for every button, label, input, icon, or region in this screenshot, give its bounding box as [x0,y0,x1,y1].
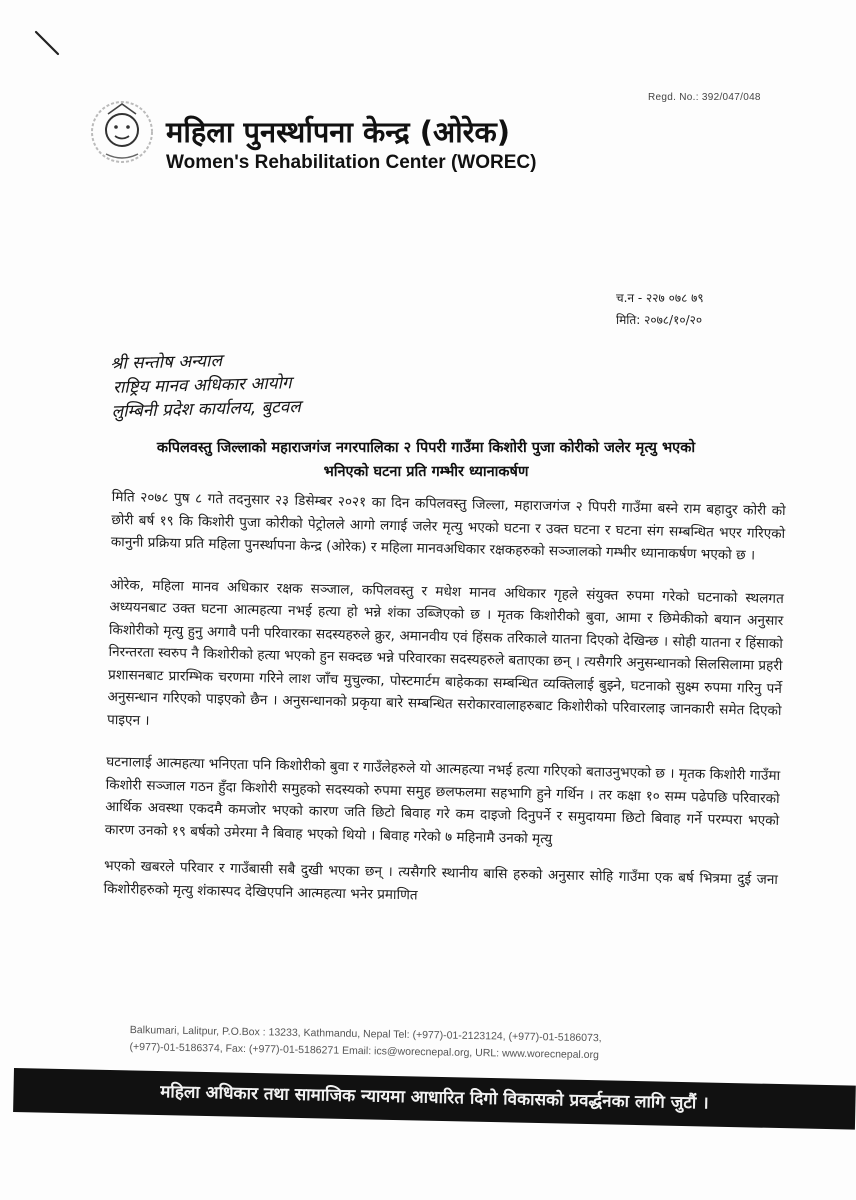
letter-date: मिति: २०७८/१०/२० [616,313,703,327]
subject-line: भनिएको घटना प्रति गम्भीर ध्यानाकर्षण [323,464,529,480]
body-paragraph: घटनालाई आत्महत्या भनिएता पनि किशोरीको बुवा र गाउँलेहरुले यो आत्महत्या नभई हत्या गरिएको बताउनुभएको छ । मृतक किशोरी गाउँमा किशोरी सञ्जाल गठन हुँदा किशोरी समुहको सदस्यको रुपमा समुह छलफलमा सहभागि हुने गर्थिन । तर कक्षा १० सम्म पढेपछि परिवारको आर्थिक अवस्था एकदमै कमजोर भएको कारण जति छिटो बिवाह गरे कम दाइजो दिनुपर्ने र समुदायमा छिटो बिवाह गर्ने परम्परा भएको कारण उनको १९ बर्षको उमेरमा नै बिवाह भएको थियो । बिवाह गरेको ७ महिनामै उनको मृत्यु [104,753,781,847]
org-name-nepali: महिला पुनर्स्थापना केन्द्र (ओरेक) [166,115,511,149]
address-line: (+977)-01-5186374, Fax: (+977)-01-5186271 Email: ics@worecnepal.org, URL: www.worecnepal.org [129,1040,600,1062]
footer-address [129,1022,789,1068]
subject-line: कपिलवस्तु जिल्लाको महाराजगंज नगरपालिका २ पिपरी गाउँमा किशोरी पुजा कोरीको जलेर मृत्यु भएको [156,440,696,456]
body-paragraph: ओरेक, महिला मानव अधिकार रक्षक सञ्जाल, कपिलवस्तु र मधेश मानव अधिकार गृहले संयुक्त रुपमा गरेको घटनाको स्थलगत अध्ययनबाट उक्त घटना आत्महत्या नभई हत्या हो भन्ने शंका उब्जिएको छ । मृतक किशोरीको बुवा, आमा र छिमेकीको बयान अनुसार किशोरीको मृत्यु हुनु अगावै पनी परिवारका सदस्यहरुले क्रुर, अमानवीय एवं हिंसक तरिकाले यातना दिएको देखिन्छ । सोही यातना र हिंसाको निरन्तरता स्वरुप नै किशोरीको हत्या भएको हुन सक्दछ भन्ने परिवारका सदस्यहरुले बताएका छन् । त्यसैगरि अनुसन्धानको सिलसिलामा प्रहरी प्रशासनबाट प्रारम्भिक चरणमा गरिने लाश जाँच मुचुल्का, पोस्टमार्टम बाहेकका सम्बन्धित व्यक्तिलाई बुझ्ने, घटनाको सुक्ष्म रुपमा गरिनु पर्ने अनुसन्धान गरिएको पाइएको छैन । अनुसन्धानको प्रकृया बारे सम्बन्धित सरोकारवालाहरुबाट किशोरीको परिवारलाइ जानकारी समेत दिएको पाइएन । [106,576,784,729]
recipient-line: लुम्बिनी प्रदेश कार्यालय, बुटवल [111,397,302,422]
footer-slogan-band [13,1068,856,1130]
dispatch-number: च.न - २२७ ०७८ ७९ [616,291,704,305]
recipient-line: श्री सन्तोष अन्याल [110,351,223,374]
registration-number: Regd. No.: 392/047/048 [648,92,761,103]
recipient-line: राष्ट्रिय मानव अधिकार आयोग [112,373,292,398]
body-paragraph: भएको खबरले परिवार र गाउँबासी सबै दुखी भएका छन् । त्यसैगरि स्थानीय बासि हरुको अनुसार सोहि गाउँमा एक बर्ष भित्रमा दुई जना किशोरीहरुको मृत्यु शंकास्पद देखिएपनि आत्महत्या भनेर प्रमाणित [103,857,779,903]
worec-logo-icon [86,96,158,168]
recipient-address [110,347,301,424]
pen-stroke-mark [34,30,60,56]
letter-subject [86,436,766,484]
address-line: Balkumari, Lalitpur, P.O.Box : 13233, Kathmandu, Nepal Tel: (+977)-01-2123124, (+977)-01-5186073, [129,1023,602,1045]
org-name-english: Women's Rehabilitation Center (WOREC) [166,152,537,173]
reference-block [616,287,704,331]
footer-slogan: महिला अधिकार तथा सामाजिक न्यायमा आधारित दिगो विकासको प्रवर्द्धनका लागि जुटौं । [160,1082,709,1114]
body-paragraph: मिति २०७८ पुष ८ गते तदनुसार २३ डिसेम्बर २०२१ का दिन कपिलवस्तु जिल्ला, महाराजगंज २ पिपरी गाउँमा बस्ने राम बहादुर कोरी को छोरी बर्ष १९ कि किशोरी पुजा कोरीको पेट्रोलले आगो लगाई जलेर मृत्यु भएको घटना र उक्त घटना र घटना संग सम्बन्धित भएर गरिएको कानुनी प्रक्रिया प्रति महिला पुनर्स्थापना केन्द्र (ओरेक) र महिला मानवअधिकार रक्षकहरुको सञ्जालको गम्भीर ध्यानाकर्षण भएको छ । [110,488,786,564]
letter-body [103,486,786,934]
